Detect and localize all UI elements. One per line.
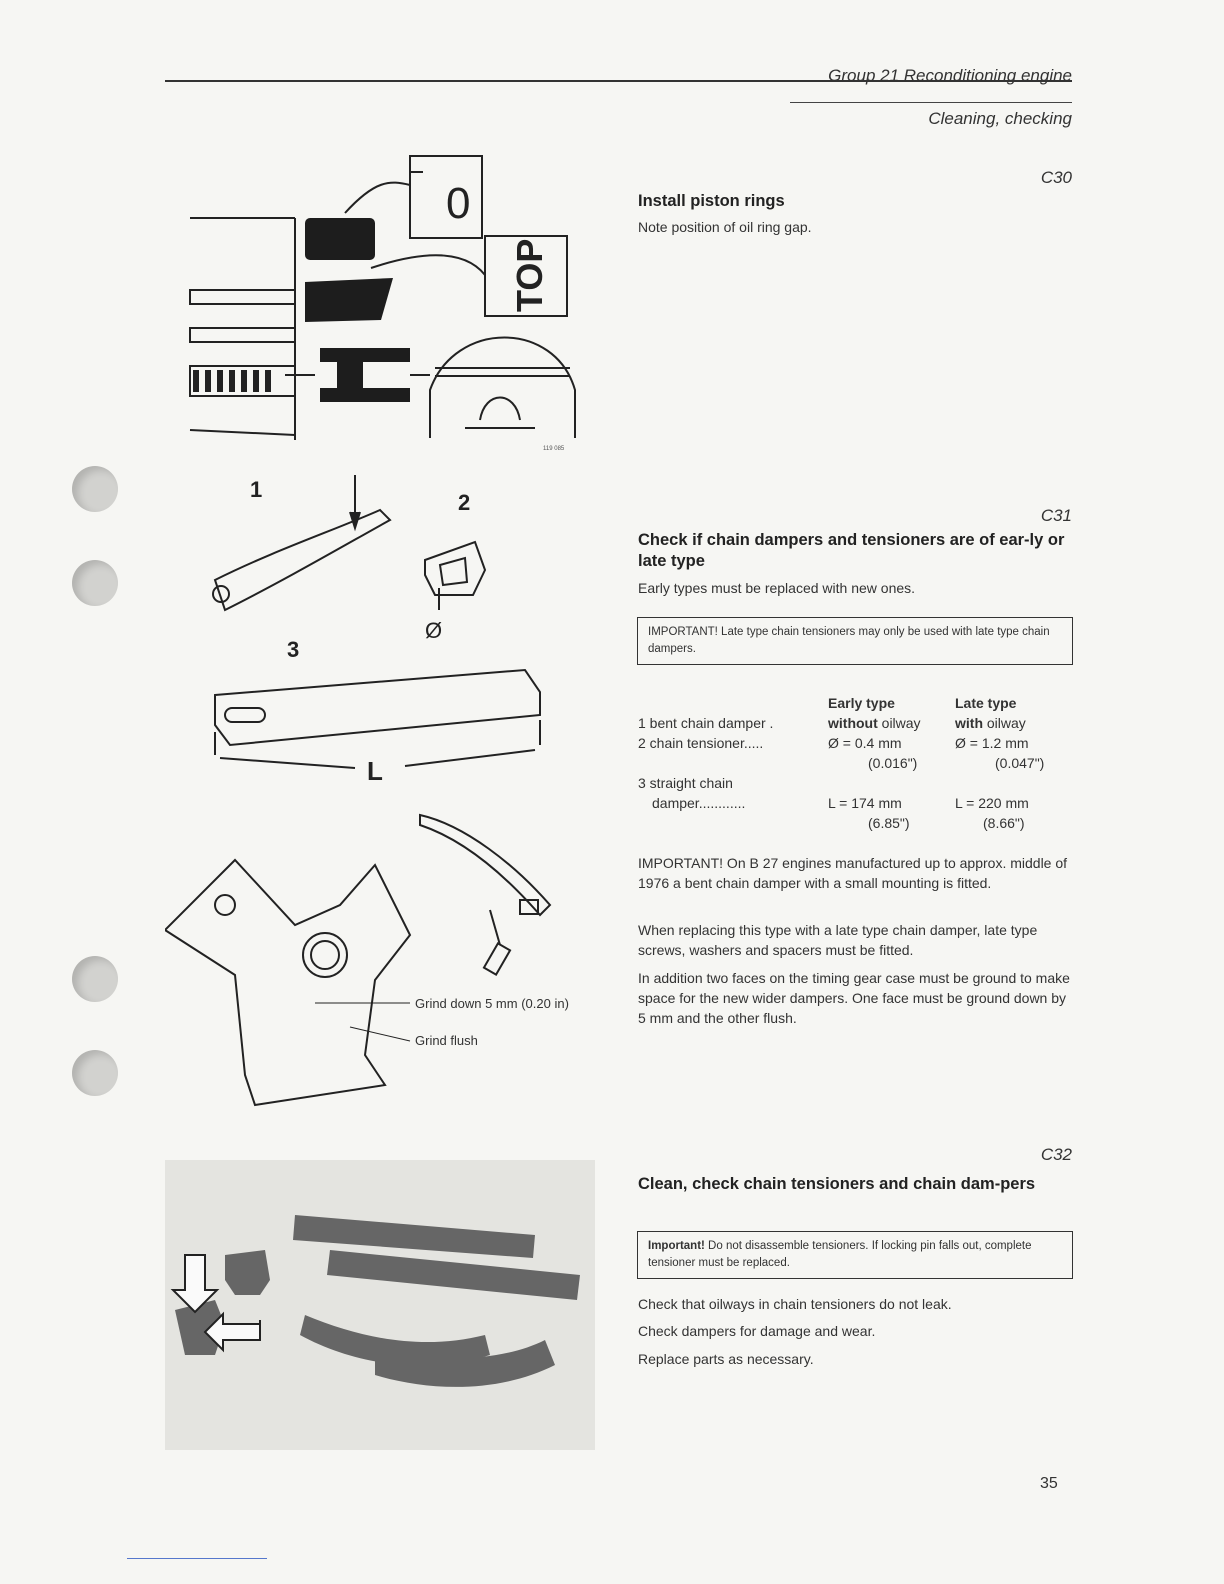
spec-row3-late: L = 220 mm (955, 795, 1029, 811)
figure-ref: 119 085 (543, 446, 565, 452)
spec-table (638, 695, 1072, 835)
spec-head-late: Late type (955, 695, 1017, 711)
spec-row1-late-bold: with (955, 715, 983, 731)
important-box-c31: IMPORTANT! Late type chain tensioners may only be used with late type chain dampers. (637, 617, 1073, 665)
figure-num-1: 1 (250, 477, 263, 502)
footer-rule (127, 1558, 267, 1559)
spec-row3-early: L = 174 mm (828, 795, 902, 811)
spec-row3-early-in: (6.85") (868, 815, 910, 831)
spec-row1-early-rest: oilway (877, 715, 921, 731)
spec-row2-early-in: (0.016") (868, 755, 918, 771)
diameter-label: Ø (425, 618, 443, 643)
spec-row2-early: Ø = 0.4 mm (828, 735, 902, 751)
punch-hole (72, 560, 118, 606)
c31-para-3: In addition two faces on the timing gear case must be ground to make space for the new wider dampers. One face must be ground down by 5 mm and the other flush. (638, 970, 1070, 1026)
length-label: L (367, 756, 383, 786)
section-code-c30: C30 (1040, 168, 1072, 187)
spec-row2-late: Ø = 1.2 mm (955, 735, 1029, 751)
spec-head-early: Early type (828, 695, 895, 711)
section-code-c32: C32 (1040, 1145, 1072, 1164)
section-code-c31: C31 (1040, 506, 1072, 525)
figure-num-2: 2 (458, 490, 471, 515)
header-group-title: Group 21 Reconditioning engine (828, 66, 1072, 85)
spec-row3-late-in: (8.66") (983, 815, 1025, 831)
c31-para-2: When replacing this type with a late type chain damper, late type screws, washers and spacers must be fitted. (638, 922, 1038, 958)
parts-photo (165, 1160, 595, 1450)
punch-hole (72, 956, 118, 1002)
zero-ring-label: 0 (446, 179, 471, 228)
section-title-c31: Check if chain dampers and tensioners are of ear-ly or late type (638, 531, 1065, 570)
spec-row2-late-in: (0.047") (995, 755, 1045, 771)
spec-row2-label: 2 chain tensioner..... (638, 735, 764, 751)
header-subtitle: Cleaning, checking (928, 109, 1072, 128)
c32-line-3: Replace parts as necessary. (638, 1351, 814, 1367)
punch-hole (72, 1050, 118, 1096)
spec-row1-early-bold: without (828, 715, 878, 731)
top-ring-label: TOP (509, 238, 550, 312)
section-title-c30: Install piston rings (638, 192, 785, 210)
section-text-c31: Early types must be replaced with new ones. (638, 580, 916, 596)
c31-para-1: IMPORTANT! On B 27 engines manufactured up to approx. middle of 1976 a bent chain damper with a small mounting is fitted. (638, 855, 1068, 891)
callout-grind-down: Grind down 5 mm (0.20 in) (415, 996, 569, 1011)
important-label-c32: Important! (648, 1240, 705, 1252)
important-box-c32 (637, 1231, 1073, 1279)
c32-line-2: Check dampers for damage and wear. (638, 1323, 876, 1339)
spec-row1-label: 1 bent chain damper . (638, 715, 774, 731)
punch-hole (72, 466, 118, 512)
section-title-c32: Clean, check chain tensioners and chain dam-pers (638, 1175, 1036, 1193)
spec-row3-label-b: damper............ (652, 795, 746, 811)
important-text-c32: Do not disassemble tensioners. If locking pin falls out, complete tensioner must be replaced. (648, 1240, 1032, 1269)
spec-row1-late-rest: oilway (983, 715, 1026, 731)
spec-row3-label-a: 3 straight chain (638, 775, 733, 791)
piston-rings-figure (185, 150, 605, 455)
page-number: 35 (1040, 1475, 1058, 1492)
c32-line-1: Check that oilways in chain tensioners do not leak. (638, 1296, 952, 1312)
dampers-figure (195, 470, 555, 790)
figure-num-3: 3 (287, 637, 300, 662)
section-text-c30: Note position of oil ring gap. (638, 219, 812, 235)
timing-case-figure (165, 805, 585, 1110)
header-subrule (790, 102, 1072, 103)
callout-grind-flush: Grind flush (415, 1033, 478, 1048)
